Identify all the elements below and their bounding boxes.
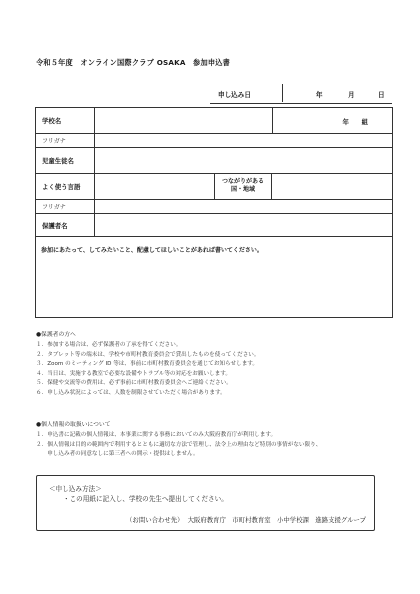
- privacy-item: １．申込書に記載の個人情報は、本事業に関する事務においてのみ大阪府教育庁が利用します。: [36, 431, 277, 438]
- student-furigana-row[interactable]: [36, 134, 392, 148]
- language-label: よく使う言語: [36, 174, 95, 199]
- connected-country-line2: 国・地域: [230, 186, 255, 194]
- year-unit: 年: [316, 91, 323, 99]
- guardian-furigana-row[interactable]: [36, 200, 392, 214]
- school-row[interactable]: [36, 108, 392, 134]
- contact-label: （お問い合わせ先）: [126, 516, 184, 524]
- guardian-name-row[interactable]: [36, 214, 392, 237]
- page-title: 令和５年度 オンライン国際クラブ OSAKA 参加申込書: [36, 58, 230, 67]
- application-date-label: 申し込み日: [218, 91, 251, 99]
- application-date-row: [210, 82, 392, 104]
- connected-country-label: [214, 174, 272, 199]
- how-to-apply-instruction: ・この用紙に記入し、学校の先生へ提出してください。: [63, 495, 228, 503]
- guardian-notes-section: [36, 331, 259, 399]
- guardian-note-item: ３．Zoom のミーティング ID 等は、事前に市町村教育委員会を通じてお知らせします。: [36, 361, 259, 368]
- privacy-item: ２．個人情報は目的の範囲内で利用するとともに適切な方法で管理し、法令上の理由など特別の事情がない限り、: [36, 441, 322, 448]
- student-name-row[interactable]: [36, 148, 392, 174]
- notes-prompt: 参加にあたって、してみたいこと、配慮してほしいことがあれば書いてください。: [41, 247, 263, 254]
- privacy-heading: ●個人情報の取扱いについて: [36, 422, 111, 428]
- grade-divider: [272, 108, 273, 133]
- notes-row[interactable]: [36, 237, 392, 319]
- language-country-row[interactable]: [36, 174, 392, 200]
- guardian-note-item: ４．当日は、実施する教室で必要な設備やトラブル等の対応をお願いします。: [36, 370, 231, 377]
- guardian-name-label: 保護者名: [36, 214, 95, 236]
- school-label: 学校名: [36, 108, 95, 133]
- grade-class-label: 年 組: [342, 118, 368, 126]
- application-date-divider: [282, 84, 283, 102]
- guardian-note-item: １．参加する場合は、必ず保護者の了承を得てください。: [36, 341, 182, 348]
- application-form-table: [35, 107, 393, 318]
- connected-country-line1: つながりがある: [221, 178, 264, 185]
- student-name-label: 児童生徒名: [36, 148, 95, 173]
- privacy-section: [36, 421, 321, 460]
- privacy-item: 申し込み者の同意なしに第三者への開示・提供はしません。: [36, 451, 199, 458]
- guardian-notes-heading: ●保護者の方へ: [36, 332, 76, 338]
- day-unit: 日: [378, 91, 385, 99]
- month-unit: 月: [348, 91, 355, 99]
- contact-department: 大阪府教育庁 市町村教育室 小中学校課 進路支援グループ: [187, 516, 366, 524]
- how-to-apply-box: [36, 475, 375, 531]
- guardian-furigana-label: フリガナ: [36, 200, 95, 213]
- student-furigana-label: フリガナ: [36, 134, 95, 147]
- guardian-note-item: ５．保健や交流等の費用は、必ず事前に市町村教育委員会へご連絡ください。: [36, 380, 232, 387]
- how-to-apply-title: ＜申し込み方法＞: [49, 485, 102, 493]
- contact-info: [126, 515, 366, 524]
- guardian-note-item: ６．申し込み状況によっては、人数を制限させていただく場合があります。: [36, 390, 226, 397]
- guardian-note-item: ２．タブレット等の端末は、学校や市町村教育委員会で貸出したものを使ってください。: [36, 351, 260, 358]
